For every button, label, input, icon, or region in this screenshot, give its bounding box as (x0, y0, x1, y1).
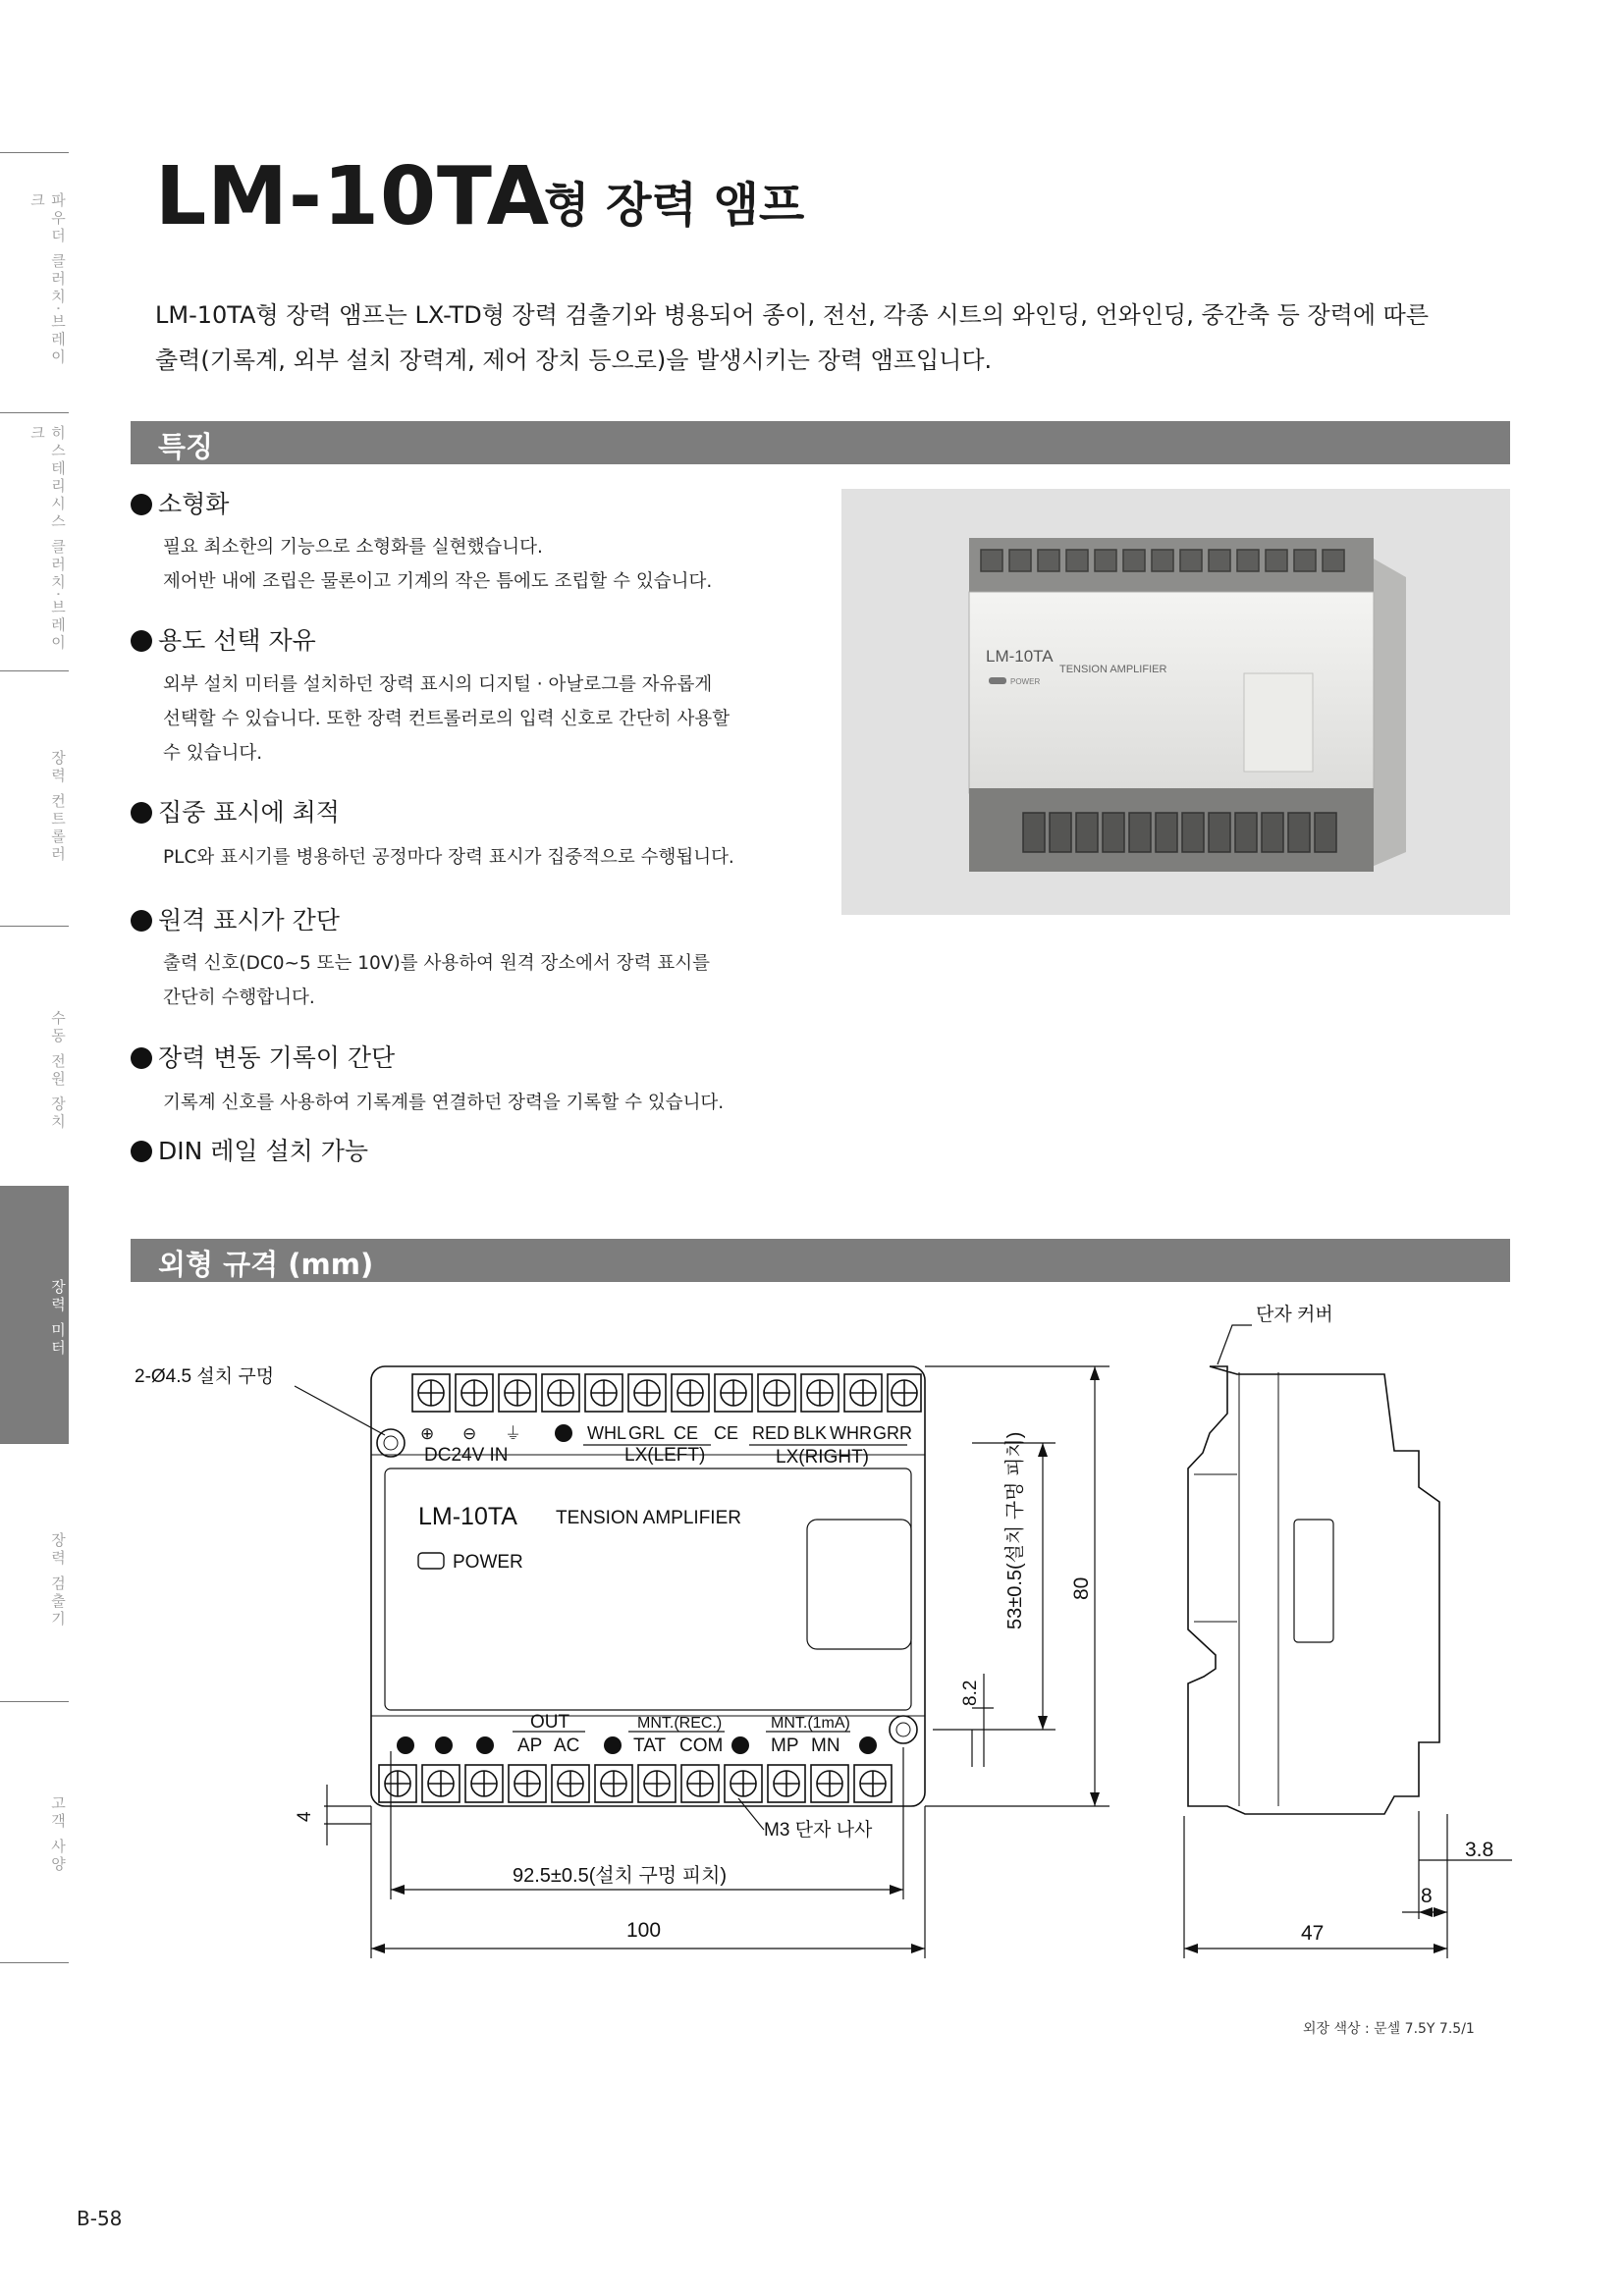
photo-power-label: POWER (1010, 677, 1041, 686)
feature-title: 집중 표시에 최적 (131, 797, 340, 828)
svg-text:TENSION AMPLIFIER: TENSION AMPLIFIER (556, 1508, 741, 1528)
dim-depth: 47 (1301, 1922, 1325, 1945)
dim-hole-pitch-v: 53±0.5(설치 구멍 피치) (1004, 1431, 1026, 1629)
svg-text:AC: AC (554, 1735, 580, 1756)
svg-text:BLK: BLK (793, 1423, 828, 1443)
svg-text:MN: MN (811, 1735, 840, 1756)
sidebar-item-label: 파우더 클러치·브레이크 (28, 192, 67, 367)
svg-text:WHL: WHL (587, 1423, 626, 1443)
side-view (1188, 1366, 1439, 1814)
svg-text:RED: RED (752, 1423, 790, 1443)
sidebar-item-label: 히스테리시스 클러치·브레이크 (28, 425, 67, 653)
svg-text:COM: COM (679, 1735, 724, 1756)
svg-text:⏚: ⏚ (505, 1424, 521, 1443)
terminal-cover-label: 단자 커버 (1256, 1305, 1333, 1325)
screw-label: M3 단자 나사 (764, 1820, 873, 1841)
svg-text:LX(LEFT): LX(LEFT) (624, 1445, 706, 1466)
bottom-labels (517, 1712, 850, 1756)
hole-label: 2-Ø4.5 설치 구멍 (135, 1366, 275, 1387)
feature-body: 출력 신호(DC0~5 또는 10V)를 사용하여 원격 장소에서 장력 표시를 간단히 수행합니다. (163, 953, 711, 1008)
svg-text:DC24V IN: DC24V IN (424, 1445, 509, 1466)
dim-8-2: 8.2 (960, 1680, 981, 1706)
dimensions-heading: 외형 규격 (mm) (158, 1248, 374, 1281)
feature-title: 소형화 (131, 489, 229, 520)
svg-text:MNT.(1mA): MNT.(1mA) (771, 1715, 850, 1732)
svg-text:MP: MP (771, 1735, 799, 1756)
dim-4: 4 (295, 1811, 315, 1822)
dim-width: 100 (626, 1919, 662, 1942)
bottom-terminal-screws (379, 1765, 892, 1802)
photo-name-label: TENSION AMPLIFIER (1059, 664, 1167, 675)
dim-8: 8 (1421, 1885, 1433, 1907)
page-title: LM-10TA (155, 150, 551, 243)
feature-body: PLC와 표시기를 병용하던 공정마다 장력 표시가 집중적으로 수행됩니다. (163, 847, 734, 868)
svg-text:WHR: WHR (830, 1423, 872, 1443)
sidebar-item-label: 장력 미터 (49, 1279, 67, 1358)
sidebar-item-label: 수동 전원 장치 (49, 1010, 67, 1132)
dim-hole-pitch-h: 92.5±0.5(설치 구멍 피치) (513, 1865, 728, 1887)
intro-line: LM-10TA형 장력 앰프는 LX-TD형 장력 검출기와 병용되어 종이, 전선, 각종 시트의 와인딩, 언와인딩, 중간축 등 장력에 따른 (155, 301, 1430, 329)
feature-title: 장력 변동 기록이 간단 (131, 1042, 395, 1074)
feature-body: 기록계 신호를 사용하여 기록계를 연결하던 장력을 기록할 수 있습니다. (163, 1093, 725, 1113)
photo-model-label: LM-10TA (986, 647, 1054, 666)
feature-body: 필요 최소한의 기능으로 소형화를 실현했습니다. 제어반 내에 조립은 물론이고 기계의 작은 틈에도 조립할 수 있습니다. (163, 537, 713, 592)
svg-text:⊕: ⊕ (420, 1424, 435, 1443)
svg-text:POWER: POWER (453, 1552, 523, 1573)
feature-body: 외부 설치 미터를 설치하던 장력 표시의 디지털 · 아날로그를 자유롭게 선택할 수 있습니다. 또한 장력 컨트롤러로의 입력 신호로 간단히 사용할 수 있습니다. (163, 674, 731, 764)
terminal-dots (397, 1424, 877, 1754)
page-number: B-58 (77, 2207, 123, 2230)
svg-text:⊖: ⊖ (462, 1424, 477, 1443)
feature-title: DIN 레일 설치 가능 (131, 1136, 368, 1167)
top-terminal-screws (412, 1374, 921, 1412)
svg-text:CE: CE (714, 1423, 739, 1443)
svg-text:TAT: TAT (633, 1735, 667, 1756)
svg-text:AP: AP (517, 1735, 543, 1756)
sidebar-item-label: 장력 컨트롤러 (49, 750, 67, 864)
svg-text:GRL: GRL (628, 1423, 666, 1443)
dim-3-8: 3.8 (1465, 1839, 1494, 1861)
feature-title: 용도 선택 자유 (131, 625, 316, 657)
svg-text:CE: CE (674, 1423, 699, 1443)
panel-labels (418, 1503, 741, 1573)
svg-text:OUT: OUT (530, 1712, 570, 1733)
svg-text:MNT.(REC.): MNT.(REC.) (637, 1715, 723, 1732)
page-title-suffix: 형 장력 앰프 (544, 178, 805, 233)
dim-height: 80 (1070, 1576, 1093, 1600)
intro-line: 출력(기록계, 외부 설치 장력계, 제어 장치 등으로)을 발생시키는 장력 앰프입니다. (155, 347, 993, 374)
svg-text:LX(RIGHT): LX(RIGHT) (776, 1447, 869, 1468)
feature-title: 원격 표시가 간단 (131, 905, 340, 936)
svg-text:LM-10TA: LM-10TA (418, 1503, 517, 1530)
svg-text:GRR: GRR (873, 1423, 912, 1443)
sidebar-item-label: 고객 사양 (49, 1795, 67, 1874)
sidebar-item-label: 장력 검출기 (49, 1532, 67, 1629)
features-heading: 특징 (158, 430, 214, 463)
color-note: 외장 색상 : 문셀 7.5Y 7.5/1 (1303, 2021, 1475, 2037)
